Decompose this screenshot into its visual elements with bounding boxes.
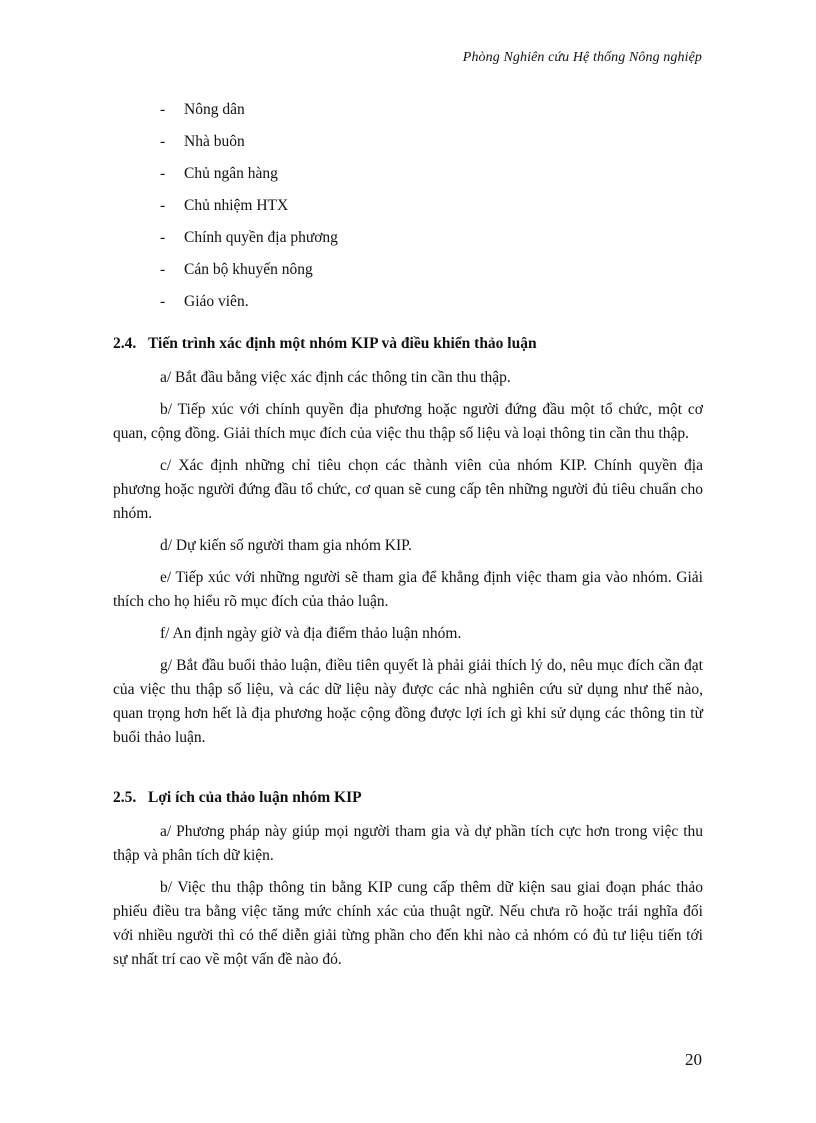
paragraph: b/ Tiếp xúc với chính quyền địa phương hoặc người đứng đầu một tổ chức, một cơ quan, cộng đồng. Giải thích mục đích của việc thu thập số liệu và loại thông tin cần thu thập. <box>113 401 703 442</box>
paragraph: e/ Tiếp xúc với những người sẽ tham gia để khẳng định việc tham gia vào nhóm. Giải thích cho họ hiểu rõ mục đích của thảo luận. <box>113 569 703 610</box>
list-item-text: Chủ ngân hàng <box>184 165 278 182</box>
list-item <box>160 130 338 162</box>
section-heading <box>113 786 703 810</box>
list-item <box>160 98 338 130</box>
list-item-text: Nhà buôn <box>184 133 245 150</box>
list-item-text: Cán bộ khuyến nông <box>184 261 313 278</box>
section-title: Lợi ích của thảo luận nhóm KIP <box>148 789 362 806</box>
paragraph: d/ Dự kiến số người tham gia nhóm KIP. <box>160 537 412 554</box>
bullet-dash: - <box>160 293 166 310</box>
bullet-dash: - <box>160 165 166 182</box>
section-2-5 <box>113 786 703 972</box>
paragraph: c/ Xác định những chỉ tiêu chọn các thành viên của nhóm KIP. Chính quyền địa phương hoặc người đứng đầu tổ chức, cơ quan sẽ cung cấp tên những người đủ tiêu chuẩn cho nhóm. <box>113 457 703 522</box>
bullet-dash: - <box>160 101 166 118</box>
section-number: 2.4. <box>113 335 137 352</box>
section-title: Tiến trình xác định một nhóm KIP và điều khiển thảo luận <box>148 335 537 352</box>
section-number: 2.5. <box>113 789 137 806</box>
list-item-text: Nông dân <box>184 101 245 118</box>
paragraph: g/ Bắt đầu buổi thảo luận, điều tiên quyết là phải giải thích lý do, nêu mục đích cần đạt của việc thu thập số liệu, và các dữ liệu này được các nhà nghiên cứu sử dụng như thế nào, quan trọng hơn hết là địa phương hoặc cộng đồng được lợi ích gì khi sử dụng các thông tin từ buổi thảo luận. <box>113 657 703 746</box>
list-item <box>160 162 338 194</box>
page-number: 20 <box>685 1050 702 1069</box>
bullet-dash: - <box>160 133 166 150</box>
paragraph: b/ Việc thu thập thông tin bằng KIP cung cấp thêm dữ kiện sau giai đoạn phác thảo phiếu điều tra bằng việc tăng mức chính xác của thuật ngữ. Nếu chưa rõ hoặc trái nghĩa đối với nhiều người thì có thể diễn giải từng phần cho đến khi nào cả nhóm có đủ tư liệu tiến tới sự nhất trí cao về một vấn đề nào đó. <box>113 879 703 968</box>
list-item-text: Chính quyền địa phương <box>184 229 338 246</box>
paragraph: f/ An định ngày giờ và địa điểm thảo luận nhóm. <box>160 625 462 642</box>
section-heading <box>113 332 703 356</box>
list-item <box>160 258 338 290</box>
bullet-dash: - <box>160 197 166 214</box>
paragraph: a/ Phương pháp này giúp mọi người tham gia và dự phần tích cực hơn trong việc thu thập và phân tích dữ kiện. <box>113 823 703 864</box>
running-header: Phòng Nghiên cứu Hệ thống Nông nghiệp <box>462 50 702 65</box>
paragraph: a/ Bắt đầu bằng việc xác định các thông tin cần thu thập. <box>160 369 511 386</box>
list-item <box>160 194 338 226</box>
bullet-dash: - <box>160 261 166 278</box>
list-item <box>160 290 338 322</box>
list-item-text: Giáo viên. <box>184 293 249 310</box>
bullet-dash: - <box>160 229 166 246</box>
list-item-text: Chủ nhiệm HTX <box>184 197 289 214</box>
section-2-4 <box>113 332 703 750</box>
list-item <box>160 226 338 258</box>
participant-list <box>160 98 338 322</box>
